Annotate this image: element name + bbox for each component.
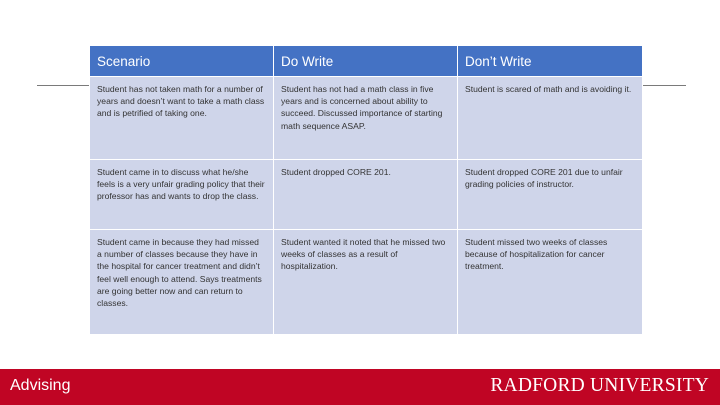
dont-write-cell: Student dropped CORE 201 due to unfair grading policies of instructor. <box>458 160 643 230</box>
table-row <box>90 230 643 335</box>
scenario-cell: Student came in to discuss what he/she feels is a very unfair grading policy that their professor has and wants to drop the class. <box>90 160 274 230</box>
advising-notes-table <box>89 45 643 335</box>
scenario-cell: Student came in because they had missed a number of classes because they have in the hospital for cancer treatment and didn’t feel well enough to attend. Says treatments are going better now and can return to classes. <box>90 230 274 335</box>
table-row <box>90 77 643 160</box>
header-do-write: Do Write <box>274 46 458 77</box>
right-divider-line <box>643 85 686 86</box>
header-dont-write: Don’t Write <box>458 46 643 77</box>
left-divider-line <box>37 85 89 86</box>
dont-write-cell: Student is scared of math and is avoiding it. <box>458 77 643 160</box>
do-write-cell: Student has not had a math class in five years and is concerned about ability to succeed. Discussed importance of starting math sequence ASAP. <box>274 77 458 160</box>
scenario-cell: Student has not taken math for a number of years and doesn’t want to take a math class and is petrified of taking one. <box>90 77 274 160</box>
do-write-cell: Student wanted it noted that he missed two weeks of classes as a result of hospitalization. <box>274 230 458 335</box>
table-row <box>90 160 643 230</box>
dont-write-cell: Student missed two weeks of classes because of hospitalization for cancer treatment. <box>458 230 643 335</box>
do-write-cell: Student dropped CORE 201. <box>274 160 458 230</box>
university-wordmark: RADFORD UNIVERSITY <box>490 375 709 396</box>
footer-bar <box>0 369 720 405</box>
table-header-row <box>90 46 643 77</box>
footer-advising-label: Advising <box>10 377 71 394</box>
header-scenario: Scenario <box>90 46 274 77</box>
